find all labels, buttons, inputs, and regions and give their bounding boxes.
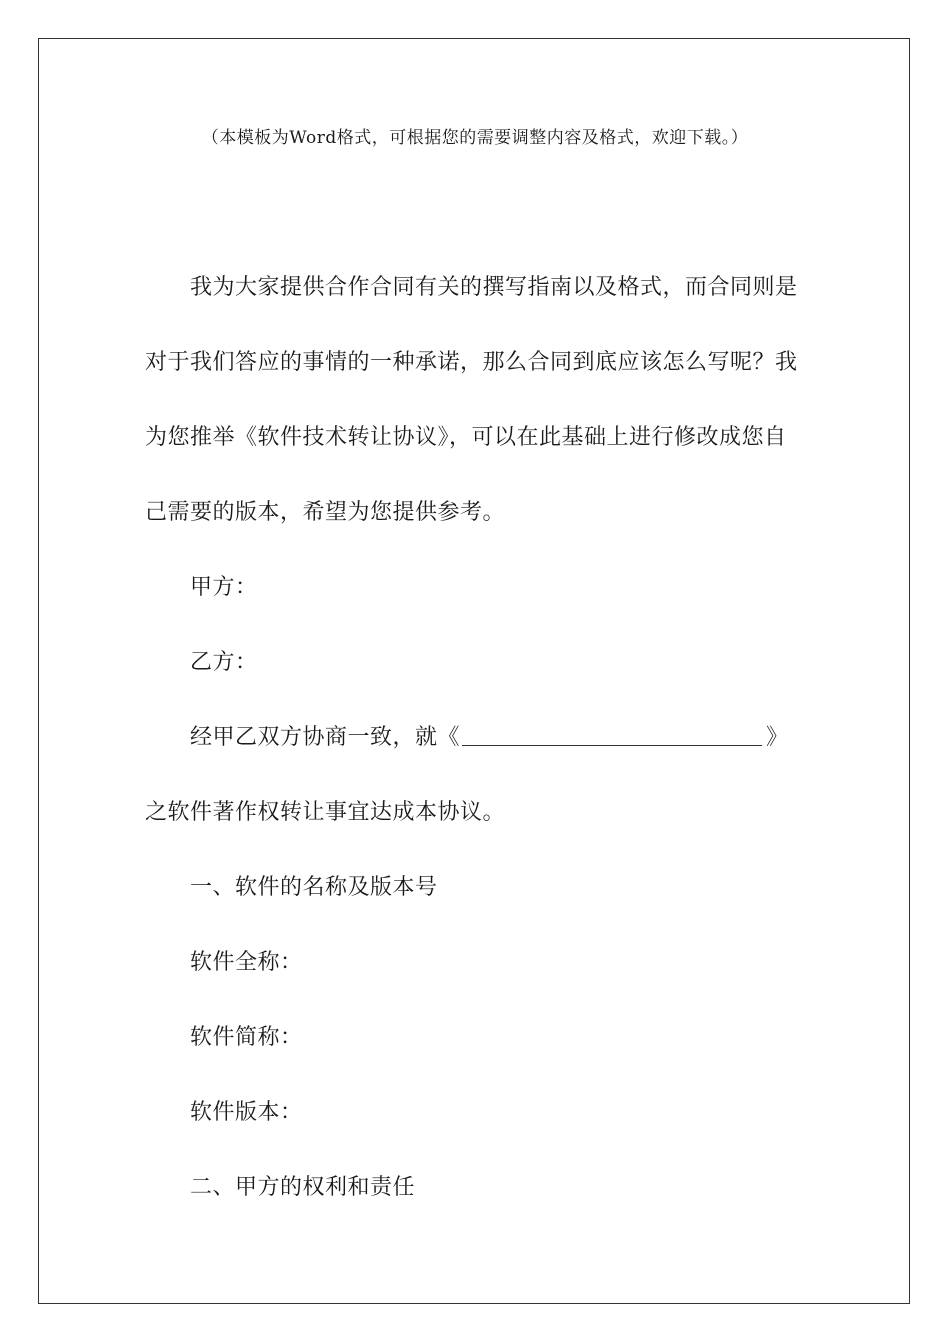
- software-version-label: 软件版本：: [190, 1100, 303, 1125]
- agreement-suffix: 》: [766, 725, 789, 750]
- software-short-name-label: 软件简称：: [190, 1025, 303, 1050]
- section-1-heading: 一、软件的名称及版本号: [190, 875, 438, 900]
- agreement-line-1: [190, 723, 789, 753]
- template-notice: （本模板为Word格式，可根据您的需要调整内容及格式，欢迎下载。）: [201, 128, 749, 148]
- party-b-label: 乙方：: [190, 650, 258, 675]
- agreement-line-2: 之软件著作权转让事宜达成本协议。: [145, 800, 506, 825]
- agreement-prefix: 经甲乙双方协商一致，就《: [190, 725, 461, 750]
- software-full-name-label: 软件全称：: [190, 950, 303, 975]
- page-border: [38, 38, 910, 1304]
- intro-line-1: 我为大家提供合作合同有关的撰写指南以及格式，而合同则是: [190, 275, 798, 300]
- intro-line-4: 己需要的版本，希望为您提供参考。: [145, 500, 506, 525]
- party-a-label: 甲方：: [190, 575, 258, 600]
- intro-line-2: 对于我们答应的事情的一种承诺，那么合同到底应该怎么写呢？我: [145, 350, 798, 375]
- software-name-blank: [462, 725, 762, 746]
- intro-line-3: 为您推举《软件技术转让协议》，可以在此基础上进行修改成您自: [145, 425, 787, 450]
- section-2-heading: 二、甲方的权利和责任: [190, 1175, 416, 1200]
